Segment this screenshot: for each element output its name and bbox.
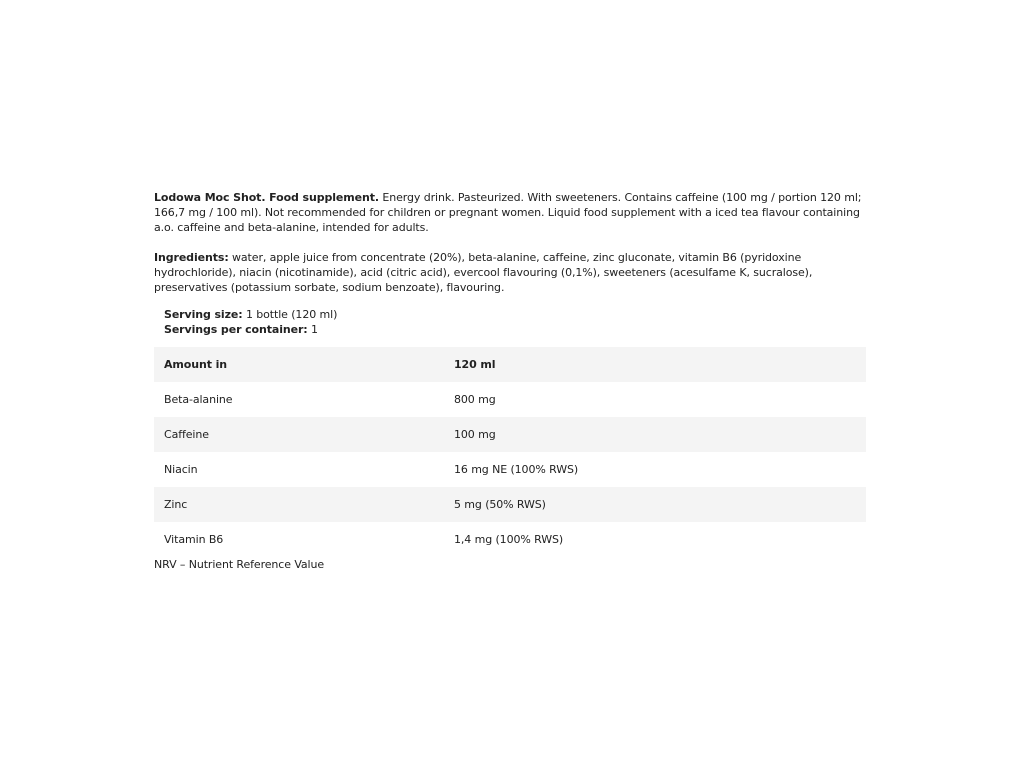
nutrient-amount: 100 mg [444,417,866,452]
nutrient-name: Beta-alanine [164,393,233,406]
nutrient-amount: 1,4 mg (100% RWS) [454,533,564,546]
product-description [154,190,866,572]
product-title: Lodowa Moc Shot. Food supplement. [154,191,379,204]
nutrient-amount: 800 mg [454,393,496,406]
nutrient-name: Caffeine [154,417,444,452]
serving-size [164,307,866,322]
intro-paragraph [154,190,866,235]
nutrition-table [154,347,866,557]
table-header-row [154,347,866,382]
nutrient-amount: 5 mg (50% RWS) [444,487,866,522]
table-header-cell: 120 ml [444,347,866,382]
servings-per-container-label: Servings per container: [164,323,308,336]
footnote: NRV – Nutrient Reference Value [154,558,325,571]
nutrient-name: Zinc [154,487,444,522]
table-row [154,417,866,452]
ingredients-text: water, apple juice from concentrate (20%), beta-alanine, caffeine, zinc gluconate, vitamin B6 (pyridoxine hydrochloride), niacin (nicotinamide), acid (citric acid), evercool flavouring (0,1%), sweeteners (acesulfame K, sucralose), preservatives (potassium sorbate, sodium benzoate), flavouring. [154,251,813,294]
serving-size-value: 1 bottle (120 ml) [242,308,338,321]
table-row [154,382,866,417]
ingredients-paragraph [154,250,866,295]
nutrient-amount: 16 mg NE (100% RWS) [454,463,579,476]
table-header-cell: Amount in [154,347,444,382]
nutrient-name: Vitamin B6 [164,533,224,546]
table-row [154,522,866,557]
serving-info [164,307,866,337]
servings-per-container [164,322,866,337]
servings-per-container-value: 1 [307,323,318,336]
serving-size-label: Serving size: [164,308,243,321]
nutrient-name: Niacin [164,463,198,476]
table-row [154,487,866,522]
intro-text: Energy drink. Pasteurized. With sweeteners. Contains caffeine (100 mg / portion 120 ml; 166,7 mg / 100 ml). Not recommended for children or pregnant women. Liquid food supplement with a iced tea flavour containing a.o. caffeine and beta-alanine, intended for adults. [154,191,862,234]
ingredients-label: Ingredients: [154,251,229,264]
table-row [154,452,866,487]
